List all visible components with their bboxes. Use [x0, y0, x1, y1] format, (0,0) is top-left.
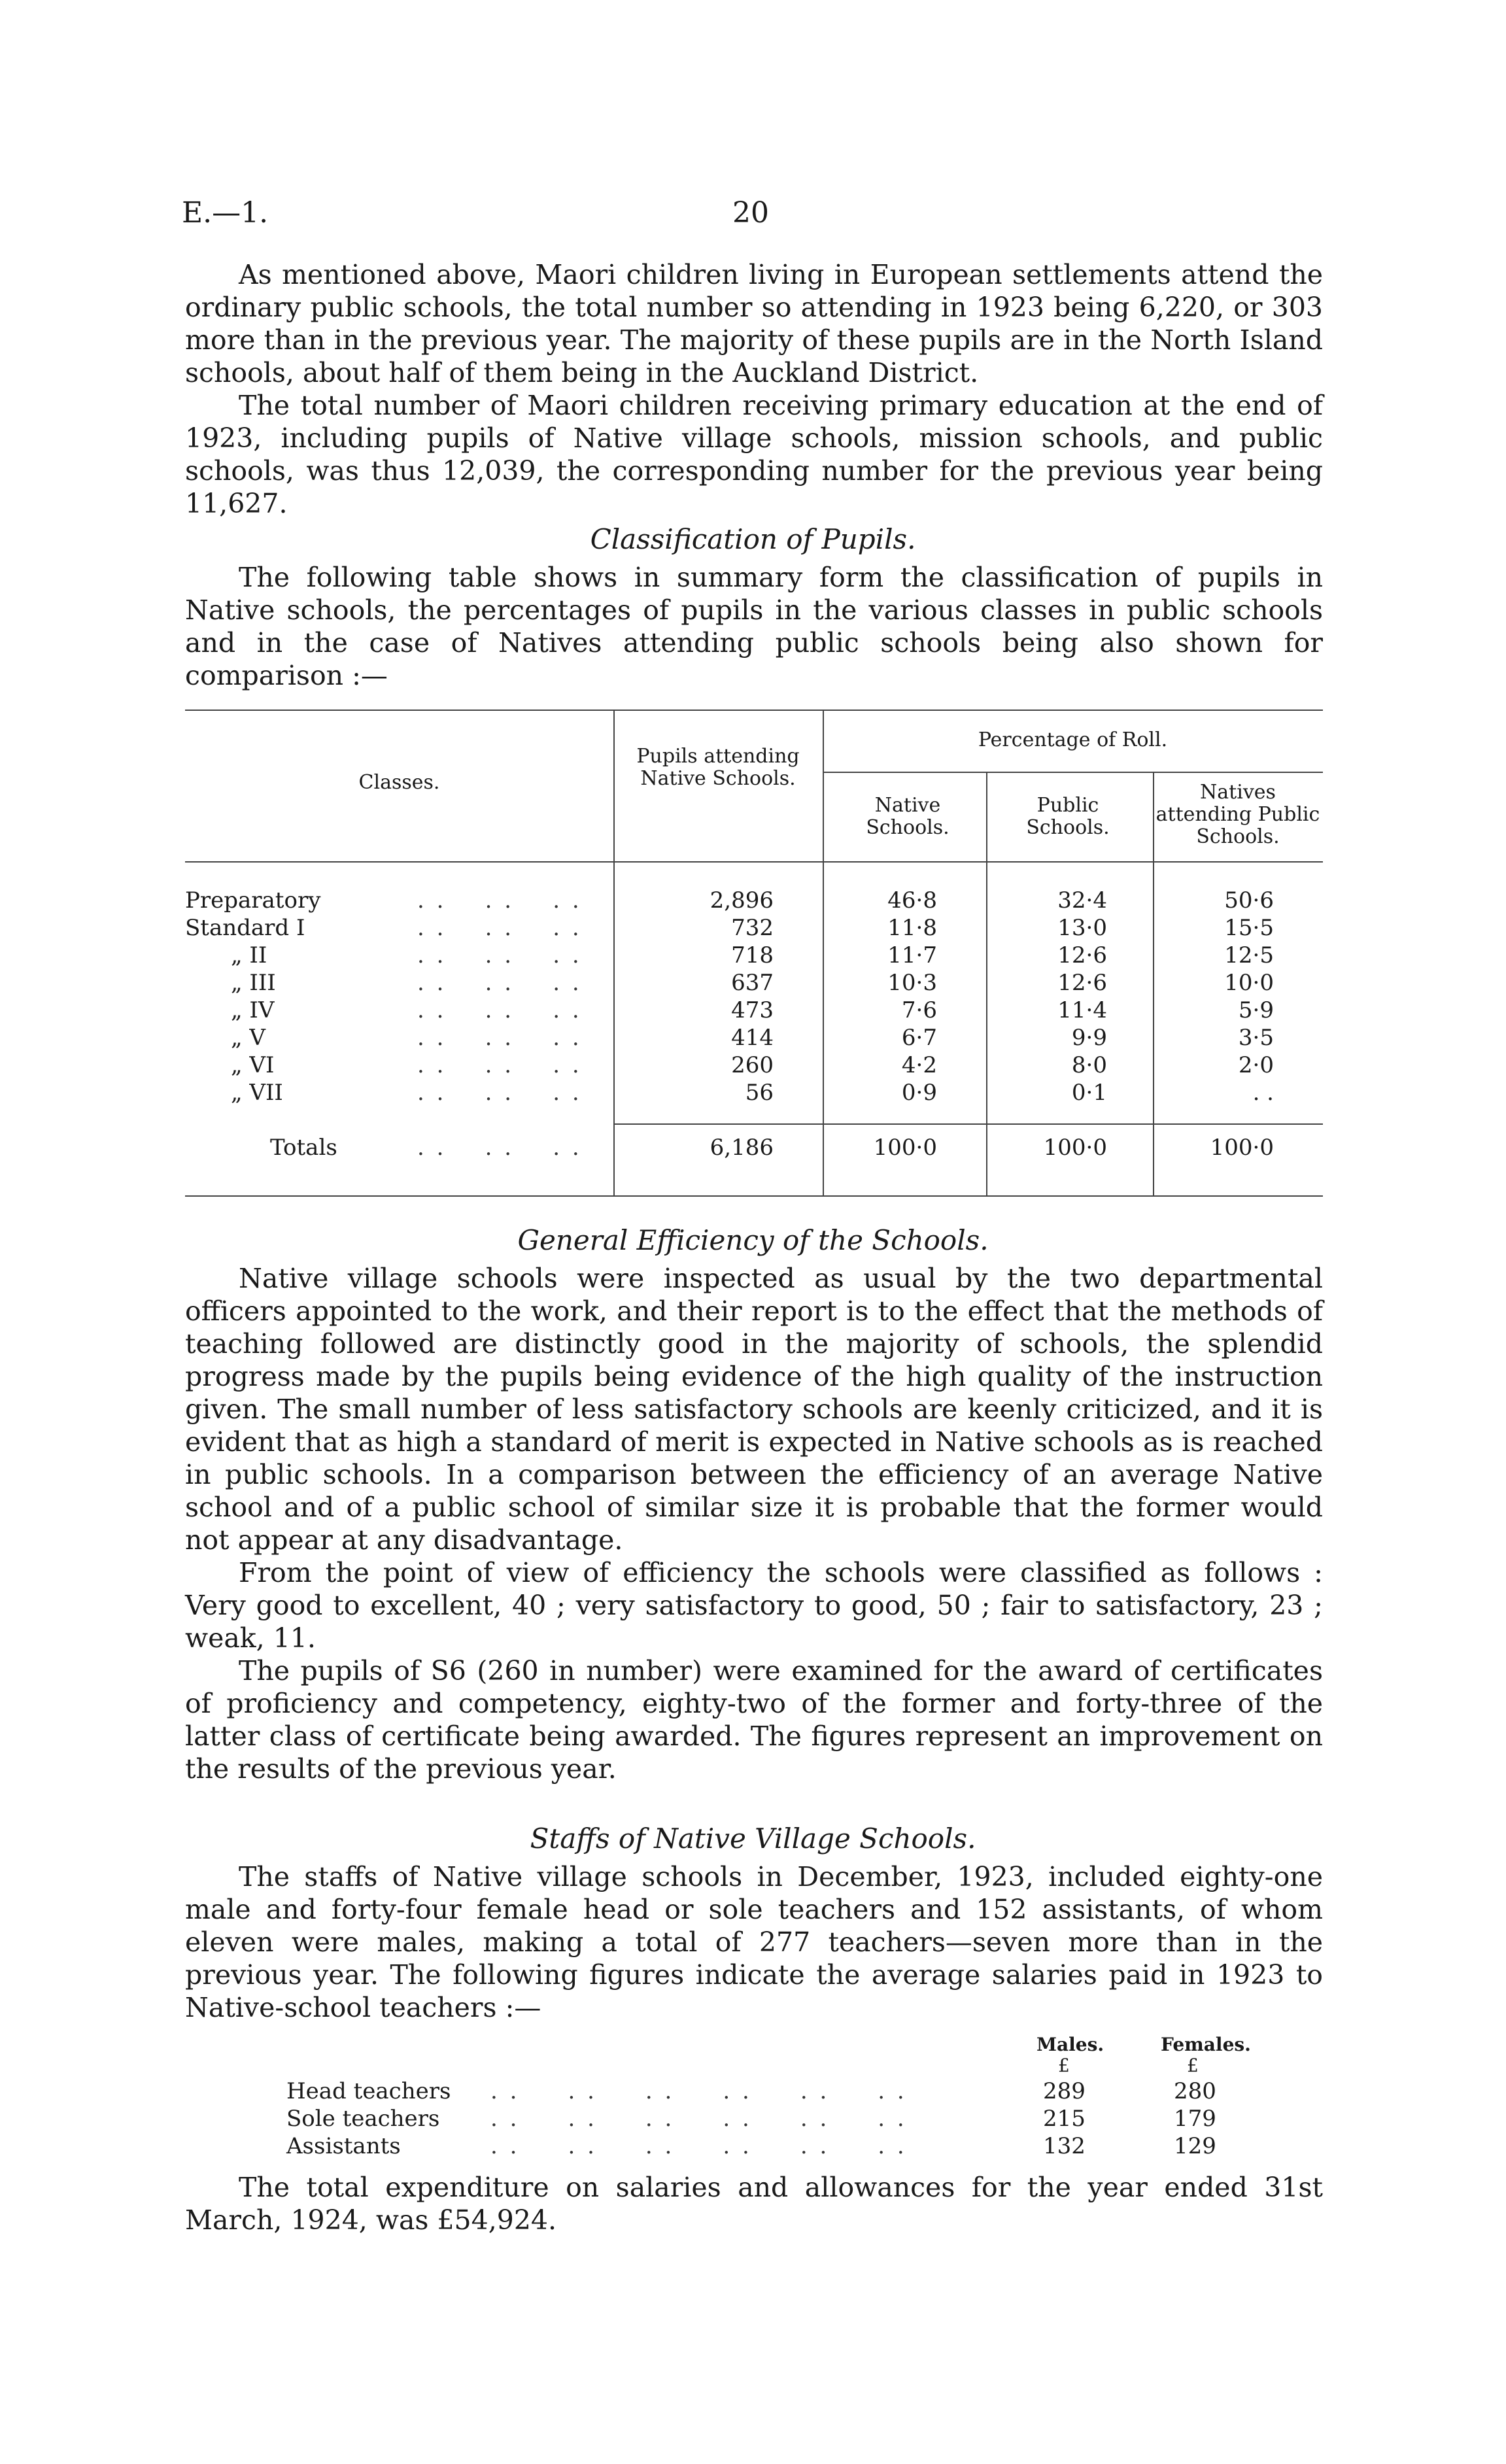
unit-males: £ [1058, 2055, 1070, 2076]
header-females: Females. [1161, 2034, 1251, 2055]
totals-label: Totals [270, 1135, 337, 1161]
native-value: 0·9 [901, 1080, 937, 1106]
pupils-value: 56 [745, 1080, 774, 1106]
header-bottom-rule [185, 861, 1323, 863]
public-value: 11·4 [1057, 997, 1107, 1023]
row-label: „ II [231, 942, 267, 968]
paragraph-maori-public-schools: As mentioned above, Maori children living in European settlements attend the ordinary public schools, the total number so attending in 1923 being 6,220, or 303 more than in the previous year. The majority of these pupils are in the North Island schools, about half of them being in the Auckland District. [185, 259, 1323, 388]
row-label: Standard I [185, 915, 305, 941]
header-classes: Classes. [358, 771, 440, 794]
rule-native [823, 710, 824, 1195]
table-bottom-rule [185, 1195, 1323, 1197]
paragraph-certificates: The pupils of S6 (260 in number) were examined for the award of certificates of proficiency and competency, eighty-two of the former and forty-three of the latter class of certificate being awarded. The figures represent an improvement on the results of the previous year. [185, 1655, 1323, 1785]
pupils-value: 414 [731, 1025, 774, 1051]
paragraph-total-maori-children: The total number of Maori children receiving primary education at the end of 1923, including pupils of Native village schools, mission schools, and public schools, was thus 12,039, the corresponding number for the previous year being 11,627. [185, 390, 1323, 519]
natpub-value: . . [1252, 1080, 1274, 1106]
row-label: „ VII [231, 1080, 283, 1106]
salary-label: Head teachers [286, 2078, 451, 2104]
header-pupils: Pupils attending Native Schools. [636, 745, 800, 790]
row-label: Preparatory [185, 887, 321, 914]
natpub-total: 100·0 [1210, 1135, 1274, 1161]
heading-staffs: Staffs of Native Village Schools. [530, 1822, 976, 1855]
pupils-value: 260 [731, 1052, 774, 1078]
public-value: 0·1 [1071, 1080, 1107, 1106]
public-value: 13·0 [1057, 915, 1107, 941]
leader-dots: . . . . . . [417, 1052, 582, 1078]
salary-females: 179 [1174, 2106, 1216, 2132]
paragraph-expenditure: The total expenditure on salaries and allowances for the year ended 31st March, 1924, was £54,924. [185, 2172, 1323, 2236]
paragraph-efficiency: Native village schools were inspected as usual by the two departmental officers appointed to the work, and their report is to the effect that the methods of teaching followed are distinctly good in the majority of schools, the splendid progress made by the pupils being evidence of the high quality of the instruction given. The small number of less satisfactory schools are keenly criticized, and it is evident that as high a standard of merit is expected in Native schools as is reached in public schools. In a comparison between the efficiency of an average Native school and of a public school of similar size it is probable that the former would not appear at any disadvantage. [185, 1263, 1323, 1556]
native-value: 4·2 [901, 1052, 937, 1078]
header-native-schools: Native Schools. [866, 794, 950, 839]
pupils-total: 6,186 [710, 1135, 774, 1161]
salary-males: 132 [1043, 2133, 1086, 2159]
salary-females: 129 [1174, 2133, 1216, 2159]
public-value: 32·4 [1057, 887, 1107, 914]
header-natives-public: Natives attending Public Schools. [1155, 781, 1320, 848]
pupils-value: 637 [731, 970, 774, 996]
page-reference: E.—1. [182, 196, 269, 230]
table-top-rule [185, 710, 1323, 711]
public-total: 100·0 [1043, 1135, 1107, 1161]
leader-dots: . . . . . . [417, 942, 582, 968]
native-value: 11·8 [887, 915, 937, 941]
public-value: 8·0 [1071, 1052, 1107, 1078]
natpub-value: 10·0 [1224, 970, 1274, 996]
pupils-value: 732 [731, 915, 774, 941]
native-value: 46·8 [887, 887, 937, 914]
header-percentage: Percentage of Roll. [978, 728, 1168, 751]
public-value: 9·9 [1071, 1025, 1107, 1051]
pupils-value: 2,896 [710, 887, 774, 914]
salary-males: 215 [1043, 2106, 1086, 2132]
leader-dots: . . . . . . [417, 1080, 582, 1106]
row-label: „ IV [231, 997, 275, 1023]
natpub-value: 12·5 [1224, 942, 1274, 968]
leader-dots: . . . . . . . . . . . . [490, 2078, 907, 2104]
row-label: „ VI [231, 1052, 275, 1078]
native-value: 6·7 [901, 1025, 937, 1051]
salary-label: Sole teachers [286, 2106, 440, 2132]
header-public-schools: Public Schools. [1026, 794, 1110, 839]
leader-dots: . . . . . . [417, 997, 582, 1023]
rule-public [986, 773, 987, 1195]
classification-table [185, 710, 1323, 1203]
natpub-value: 3·5 [1238, 1025, 1274, 1051]
pupils-value: 718 [731, 942, 774, 968]
rule-pupils [613, 710, 615, 1195]
native-value: 11·7 [887, 942, 937, 968]
leader-dots: . . . . . . [417, 970, 582, 996]
natpub-value: 5·9 [1238, 997, 1274, 1023]
salary-label: Assistants [286, 2133, 401, 2159]
leader-dots: . . . . . . [417, 887, 582, 914]
salary-females: 280 [1174, 2078, 1216, 2104]
paragraph-table-intro: The following table shows in summary form the classification of pupils in Native schools, the percentages of pupils in the various classes in public schools and in the case of Natives attending public schools being also shown for comparison :— [185, 562, 1323, 691]
totals-rule [613, 1123, 1323, 1125]
page-number: 20 [732, 196, 769, 230]
unit-females: £ [1187, 2055, 1199, 2076]
public-value: 12·6 [1057, 970, 1107, 996]
natpub-value: 15·5 [1224, 915, 1274, 941]
leader-dots: . . . . . . [417, 1025, 582, 1051]
native-total: 100·0 [873, 1135, 937, 1161]
leader-dots: . . . . . . [417, 1135, 582, 1161]
public-value: 12·6 [1057, 942, 1107, 968]
paragraph-efficiency-classes: From the point of view of efficiency the schools were classified as follows : Very good to excellent, 40 ; very satisfactory to good, 50 ; fair to satisfactory, 23 ; weak, 11. [185, 1557, 1323, 1654]
native-value: 7·6 [901, 997, 937, 1023]
heading-general-efficiency: General Efficiency of the Schools. [517, 1224, 989, 1256]
paragraph-staffs: The staffs of Native village schools in December, 1923, included eighty-one male and forty-four female head or sole teachers and 152 assistants, of whom eleven were males, making a total of 277 teachers—seven more than in the previous year. The following figures indicate the average salaries paid in 1923 to Native-school teachers :— [185, 1861, 1323, 2023]
leader-dots: . . . . . . [417, 915, 582, 941]
native-value: 10·3 [887, 970, 937, 996]
natpub-value: 50·6 [1224, 887, 1274, 914]
row-label: „ V [231, 1025, 265, 1051]
leader-dots: . . . . . . . . . . . . [490, 2133, 907, 2159]
percentage-rule [823, 772, 1323, 773]
natpub-value: 2·0 [1238, 1052, 1274, 1078]
row-label: „ III [231, 970, 276, 996]
heading-classification: Classification of Pupils. [590, 523, 916, 555]
leader-dots: . . . . . . . . . . . . [490, 2106, 907, 2132]
header-males: Males. [1036, 2034, 1104, 2055]
salary-males: 289 [1043, 2078, 1086, 2104]
pupils-value: 473 [731, 997, 774, 1023]
